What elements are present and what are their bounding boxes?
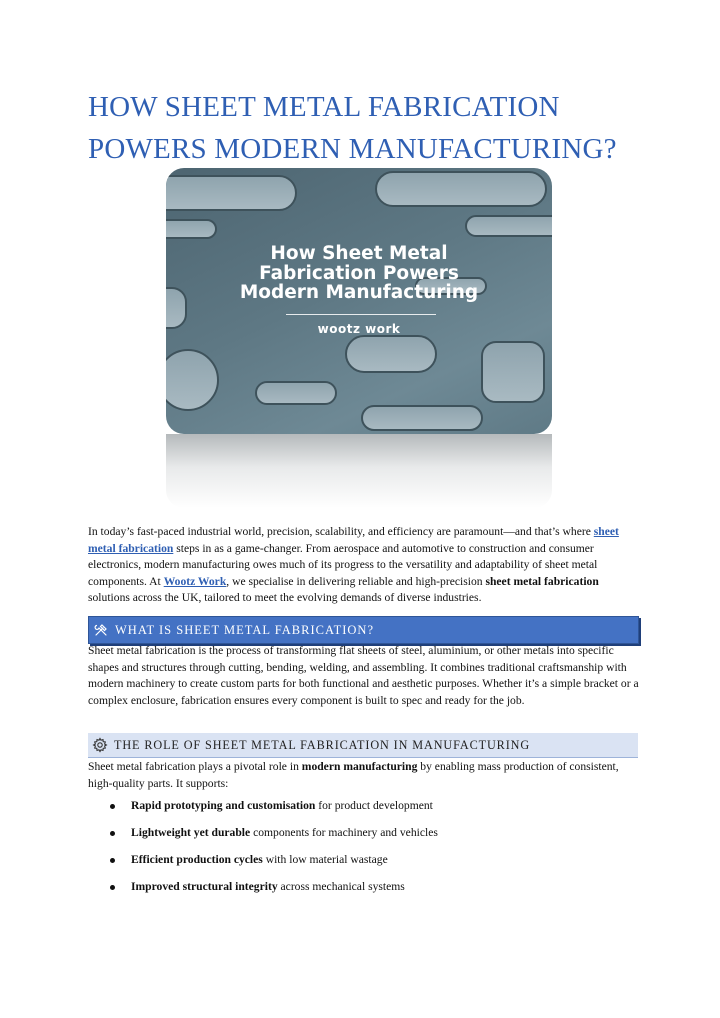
page-title-line-1: HOW SHEET METAL FABRICATION (88, 91, 560, 123)
list-item-text: components for machinery and vehicles (250, 826, 438, 839)
role-text-1: Sheet metal fabrication plays a pivotal role in (88, 760, 302, 773)
page-title-line-2: POWERS MODERN MANUFACTURING? (88, 133, 617, 165)
list-item-text: across mechanical systems (277, 880, 405, 893)
hero-reflection (166, 434, 552, 508)
list-item-text: with low material wastage (262, 853, 388, 866)
list-item (88, 825, 640, 852)
what-is-paragraph: Sheet metal fabrication is the process of transforming flat sheets of steel, aluminium, or other metals into specific shapes and structures through cutting, bending, welding, and assembling. It combines traditional craftsmanship with modern machinery to create custom parts for both functional and aesthetic purposes. Whether it’s a simple bracket or a complex enclosure, fabrication ensures every component is built to spec and ready for the job. (88, 644, 639, 707)
list-item (88, 879, 640, 906)
role-bold-1: modern manufacturing (301, 760, 418, 773)
intro-paragraph (88, 524, 640, 607)
hero-divider (286, 314, 436, 315)
list-item-bold: Improved structural integrity (131, 880, 278, 893)
benefits-list (88, 798, 640, 906)
bullet-icon (110, 804, 115, 809)
intro-bold-1: sheet metal fabrication (485, 574, 599, 588)
hero-headline (166, 244, 552, 303)
section-heading-what-is (88, 616, 639, 644)
hero-line-2: Fabrication Powers (259, 262, 459, 284)
section-heading-role-label: THE ROLE OF SHEET METAL FABRICATION IN MANUFACTURING (114, 737, 531, 752)
tools-icon (93, 622, 109, 638)
gear-icon (92, 737, 108, 753)
section-heading-role (88, 733, 638, 758)
page-title (88, 86, 688, 170)
bullet-icon (110, 885, 115, 890)
list-item-bold: Efficient production cycles (131, 853, 263, 866)
list-item-bold: Rapid prototyping and customisation (131, 799, 316, 812)
wootz-work-link[interactable]: Wootz Work (163, 574, 227, 588)
list-item (88, 852, 640, 879)
list-item-bold: Lightweight yet durable (131, 826, 251, 839)
role-paragraph (88, 759, 640, 792)
sheet-metal-fabrication-link[interactable]: sheet metal fabrication (88, 525, 619, 555)
bullet-icon (110, 858, 115, 863)
intro-text-4: solutions across the UK, tailored to meet the evolving demands of diverse industries. (88, 591, 482, 605)
hero-image (166, 168, 552, 508)
section-heading-what-is-label: WHAT IS SHEET METAL FABRICATION? (115, 622, 375, 637)
intro-text-3: , we specialise in delivering reliable and high-precision (226, 574, 486, 588)
intro-text-2: steps in as a game-changer. From aerospace and automotive to construction and consumer electronics, modern manufacturing owes much of its progress to the versatility and adaptability of sheet metal components. At (88, 541, 598, 588)
hero-line-3: Modern Manufacturing (239, 282, 479, 303)
hero-brand-label: wootz work (317, 322, 401, 336)
role-text-2: by enabling mass production of consistent, high-quality parts. It supports: (88, 760, 619, 790)
list-item (88, 798, 640, 825)
list-item-text: for product development (315, 799, 433, 812)
intro-text-1: In today’s fast-paced industrial world, precision, scalability, and efficiency are paramount—and that’s where (88, 525, 594, 538)
hero-line-1: How Sheet Metal (270, 243, 448, 264)
hero-metal-plate (166, 168, 552, 434)
bullet-icon (110, 831, 115, 836)
